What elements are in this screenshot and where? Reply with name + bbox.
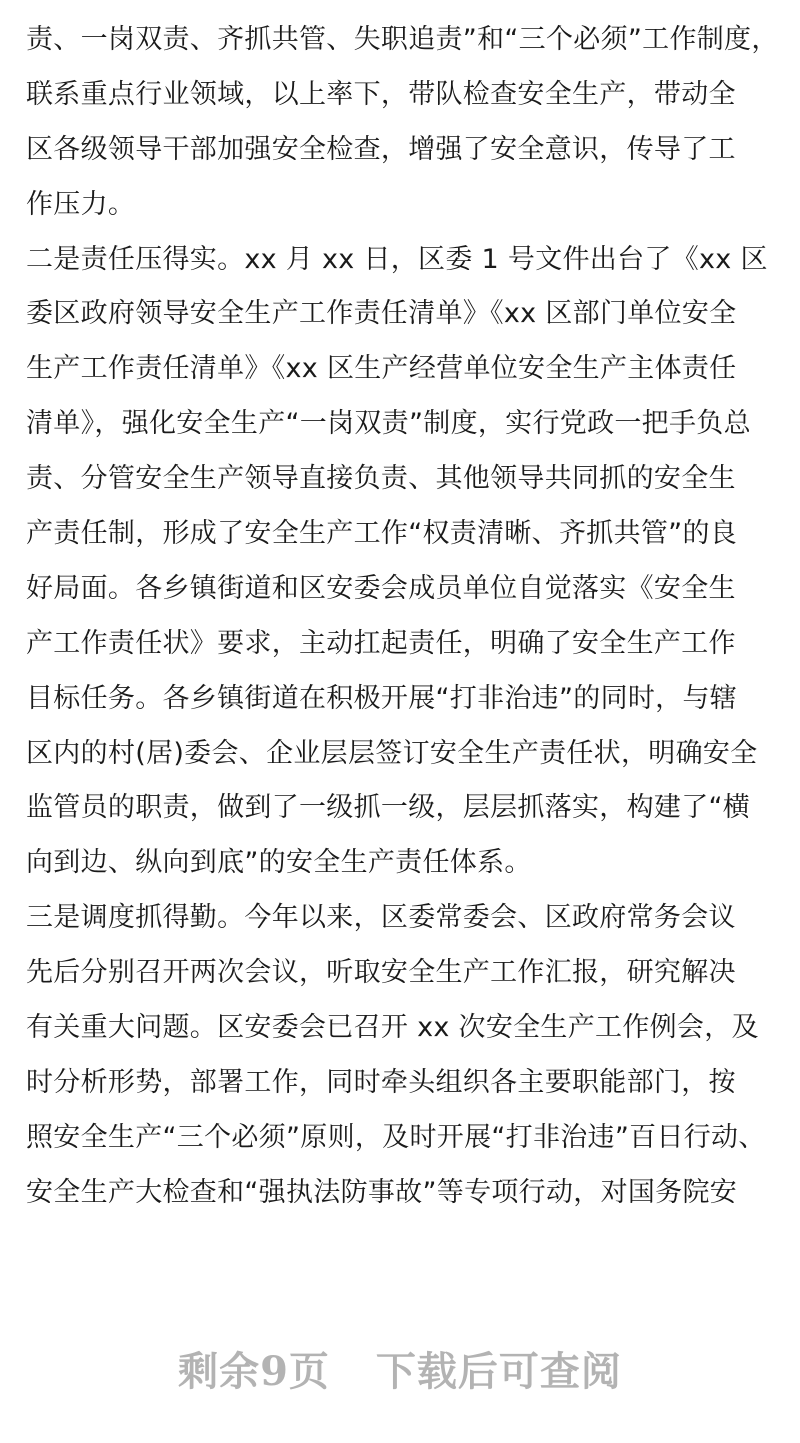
text-line: 监管员的职责，做到了一级抓一级，层层抓落实，构建了“横	[26, 792, 751, 824]
text-line: 生产工作责任清单》《xx 区生产经营单位安全生产主体责任	[26, 353, 737, 385]
text-line: 目标任务。各乡镇街道在积极开展“打非治违”的同时，与辖	[26, 682, 738, 714]
text-line: 作压力。	[26, 188, 136, 220]
remaining-pages-text: 剩余9页	[178, 1348, 330, 1395]
text-line: 有关重大问题。区安委会已召开 xx 次安全生产工作例会，及	[26, 1012, 759, 1044]
text-line: 委区政府领导安全生产工作责任清单》《xx 区部门单位安全	[26, 298, 737, 330]
paragraph-2-first-line: 二是责任压得实。xx 月 xx 日，区委 1 号文件出台了《xx 区	[26, 243, 768, 275]
text-line: 向到边、纵向到底”的安全生产责任体系。	[26, 847, 532, 879]
text-line: 产责任制，形成了安全生产工作“权责清晰、齐抓共管”的良	[26, 518, 738, 550]
paragraph-3-first-line: 三是调度抓得勤。今年以来，区委常委会、区政府常务会议	[26, 902, 736, 934]
document-body	[26, 18, 786, 1226]
text-line: 先后分别召开两次会议，听取安全生产工作汇报，研究解决	[26, 957, 736, 989]
text-line: 照安全生产“三个必须”原则，及时开展“打非治违”百日行动、	[26, 1121, 766, 1153]
text-line: 区内的村(居)委会、企业层层签订安全生产责任状，明确安全	[26, 737, 758, 769]
text-line: 清单》，强化安全生产“一岗双责”制度，实行党政一把手负总	[26, 408, 751, 440]
text-line: 区各级领导干部加强安全检查，增强了安全意识，传导了工	[26, 133, 736, 165]
text-line: 安全生产大检查和“强执法防事故”等专项行动，对国务院安	[26, 1176, 738, 1208]
text-line: 时分析形势，部署工作，同时牵头组织各主要职能部门，按	[26, 1066, 736, 1098]
download-to-view-text: 下载后可查阅	[375, 1348, 622, 1395]
text-line: 联系重点行业领域，以上率下，带队检查安全生产，带动全	[26, 78, 736, 110]
text-line: 责、分管安全生产领导直接负责、其他领导共同抓的安全生	[26, 463, 736, 495]
download-prompt[interactable]	[0, 1340, 800, 1397]
text-line: 产工作责任状》要求，主动扛起责任，明确了安全生产工作	[26, 627, 736, 659]
text-line: 好局面。各乡镇街道和区安委会成员单位自觉落实《安全生	[26, 572, 736, 604]
text-line: 责、一岗双责、齐抓共管、失职追责”和“三个必须”工作制度，	[26, 24, 779, 55]
